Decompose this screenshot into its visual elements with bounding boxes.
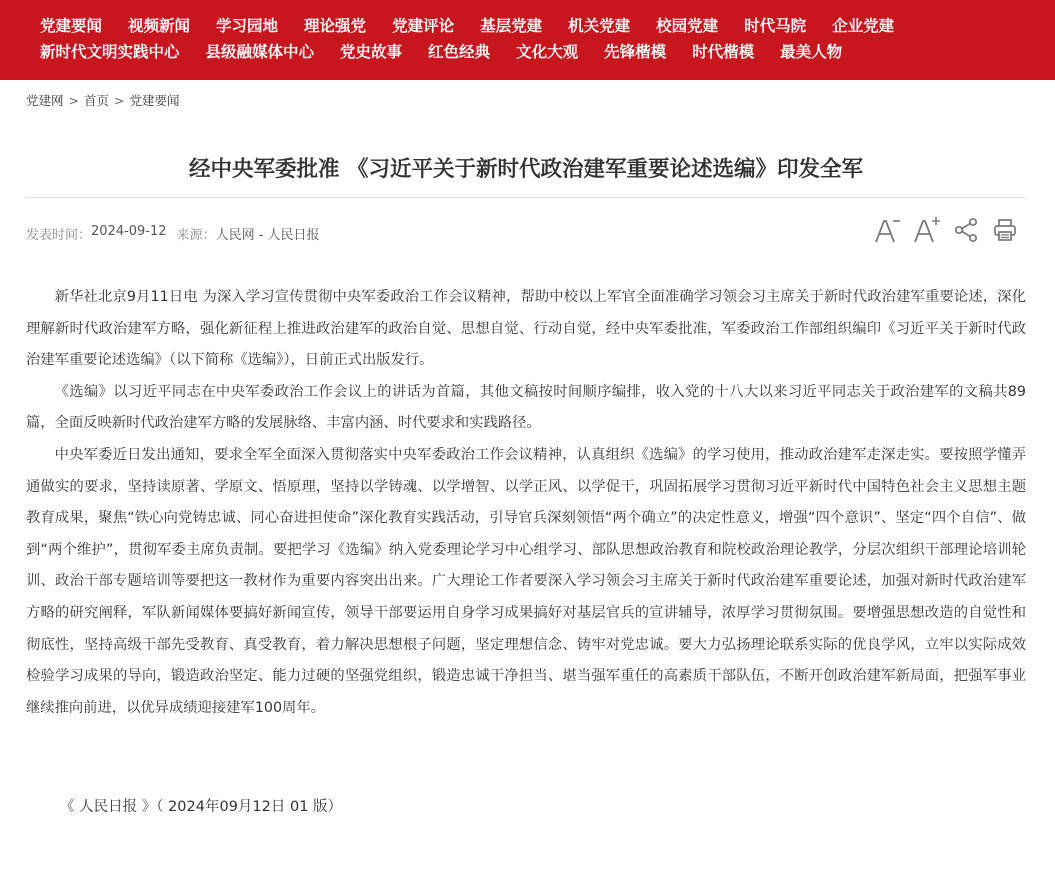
article-paragraph: 《选编》以习近平同志在中央军委政治工作会议上的讲话为首篇，其他文稿按时间顺序编排，收入党的十八大以来习近平同志关于政治建军的文稿共89篇，全面反映新时代政治建军方略的发展脉络、丰富内涵、时代要求和实践路径。 [26,383,1026,432]
breadcrumb-section[interactable]: 党建要闻 [129,93,180,108]
nav-item-commentary[interactable]: 党建评论 [392,17,455,35]
title-divider [26,197,1026,198]
print-icon[interactable] [989,213,1021,247]
nav-item-organs[interactable]: 机关党建 [568,17,631,35]
nav-item-grassroots[interactable]: 基层党建 [480,17,543,35]
nav-item-best-people[interactable]: 最美人物 [780,43,843,61]
font-increase-icon[interactable] [911,213,943,247]
nav-item-culture[interactable]: 文化大观 [516,43,579,61]
publish-time-label: 发表时间： [26,228,92,243]
nav-item-study-garden[interactable]: 学习园地 [216,17,279,35]
nav-item-civilization-center[interactable]: 新时代文明实践中心 [40,43,180,61]
nav-item-county-media[interactable]: 县级融媒体中心 [205,43,315,61]
nav-item-video-news[interactable]: 视频新闻 [128,17,191,35]
nav-item-marxism-college[interactable]: 时代马院 [744,17,807,35]
nav-item-enterprise[interactable]: 企业党建 [832,17,895,35]
breadcrumb-separator: > [68,92,79,108]
article-title: 经中央军委批准 《习近平关于新时代政治建军重要论述选编》印发全军 [189,157,863,182]
top-navigation [0,0,1055,80]
source-note: 《 人民日报 》（ 2024年09月12日 01 版） [60,799,343,815]
nav-item-red-classics[interactable]: 红色经典 [428,43,491,61]
nav-item-party-news[interactable]: 党建要闻 [40,17,103,35]
nav-row-1 [40,14,920,38]
breadcrumb-separator: > [114,92,125,108]
nav-item-pioneers[interactable]: 先锋楷模 [604,43,667,61]
breadcrumb-home[interactable]: 首页 [84,93,110,108]
article-paragraph: 新华社北京9月11日电 为深入学习宣传贯彻中央军委政治工作会议精神，帮助中校以上军官全面准确学习领会习主席关于新时代政治建军重要论述，深化理解新时代政治建军方略，强化新征程上推进政治建军的政治自觉、思想自觉、行动自觉，经中央军委批准，军委政治工作部组织编印《习近平关于新时代政治建军重要论述选编》（以下简称《选编》），日前正式出版发行。 [26,289,1026,369]
share-icon[interactable] [950,213,982,247]
nav-item-era-models[interactable]: 时代楷模 [692,43,755,61]
article-meta [26,224,320,243]
nav-row-2 [40,40,868,64]
article-tools [872,213,1028,247]
breadcrumb [26,91,180,109]
article-body [26,282,1026,724]
nav-item-theory[interactable]: 理论强党 [304,17,367,35]
breadcrumb-site[interactable]: 党建网 [26,93,64,108]
source-label: 来源： [176,228,216,243]
nav-item-party-history[interactable]: 党史故事 [340,43,403,61]
font-decrease-icon[interactable] [872,213,904,247]
nav-item-campus[interactable]: 校园党建 [656,17,719,35]
source-value: 人民网 - 人民日报 [215,228,320,243]
publish-time-value: 2024-09-12 [91,224,167,239]
article-paragraph: 中央军委近日发出通知，要求全军全面深入贯彻落实中央军委政治工作会议精神，认真组织《选编》的学习使用，推动政治建军走深走实。要按照学懂弄通做实的要求，坚持读原著、学原文、悟原理，坚持以学铸魂、以学增智、以学正风、以学促干，巩固拓展学习贯彻习近平新时代中国特色社会主义思想主题教育成果，聚焦“铁心向党铸忠诚、同心奋进担使命”深化教育实践活动，引导官兵深刻领悟“两个确立”的决定性意义，增强“四个意识”、坚定“四个自信”、做到“两个维护”，贯彻军委主席负责制。要把学习《选编》纳入党委理论学习中心组学习、部队思想政治教育和院校政治理论教学，分层次组织干部理论培训轮训、政治干部专题培训等要把这一教材作为重要内容突出出来。广大理论工作者要深入学习领会习主席关于新时代政治建军重要论述，加强对新时代政治建军方略的研究阐释，军队新闻媒体要搞好新闻宣传，领导干部要运用自身学习成果搞好对基层官兵的宣讲辅导，浓厚学习贯彻氛围。要增强思想改造的自觉性和彻底性，坚持高级干部先受教育、真受教育，着力解决思想根子问题，坚定理想信念、铸牢对党忠诚。要大力弘扬理论联系实际的优良学风，立牢以实际成效检验学习成果的导向，锻造政治坚定、能力过硬的坚强党组织，锻造忠诚干净担当、堪当强军重任的高素质干部队伍，不断开创政治建军新局面，把强军事业继续推向前进，以优异成绩迎接建军100周年。 [26,446,1026,716]
